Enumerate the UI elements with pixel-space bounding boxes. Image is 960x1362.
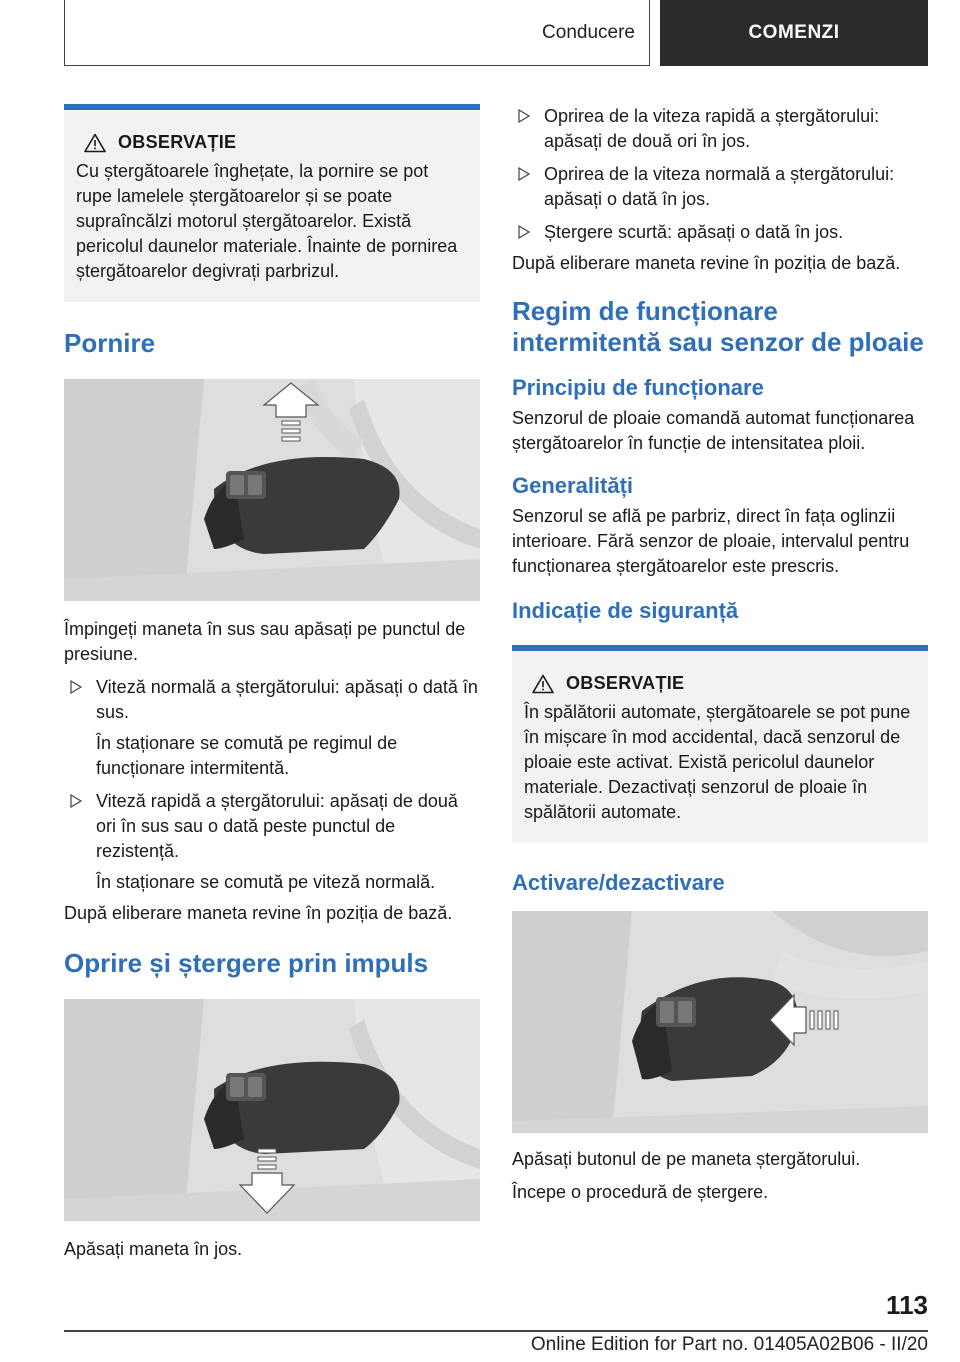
- lever-button-illustration: [512, 911, 928, 1133]
- bullet-item: [512, 104, 928, 154]
- illustration-lever-push-down: [64, 999, 480, 1221]
- warning-text: Cu ștergătoarele înghețate, la pornire se pot rupe lamelele ștergătoarelor și se poate supraîncălzi motorul ștergătoarelor. Există pericolul daunelor materiale. Înainte de pornirea ștergătoarelor degivrați parbrizul.: [76, 161, 458, 281]
- caption-wipe-start: Începe o procedură de ștergere.: [512, 1182, 769, 1202]
- paragraph-after-release: După eliberare maneta revine în poziția de bază.: [64, 903, 453, 923]
- warning-text: În spălătorii automate, ștergătoarele se pot pune în mișcare în mod accidental, dacă senzorul de ploaie este activat. Există pericolul daunelor materiale. Dezactivați senzorul de ploaie în spălătorii automate.: [524, 702, 911, 822]
- bullet-text: Oprirea de la viteza normală a ștergătorului: apăsați o dată în jos.: [544, 164, 895, 209]
- lever-up-illustration: [64, 379, 480, 601]
- footer-divider: [64, 1330, 928, 1332]
- bullet-subtext: În staționare se comută pe viteză normală.: [96, 872, 436, 892]
- heading-pornire: Pornire: [64, 328, 156, 358]
- bullet-item: [64, 789, 480, 895]
- caption-push-down: Apăsați maneta în jos.: [64, 1239, 243, 1259]
- page-number: 113: [886, 1290, 928, 1320]
- triangle-right-icon: [70, 794, 82, 808]
- heading-principiu: Principiu de funcționare: [512, 375, 764, 400]
- warning-title: OBSERVAȚIE: [566, 673, 685, 693]
- bullet-text: Oprirea de la viteza rapidă a ștergătorului: apăsați de două ori în jos.: [544, 106, 880, 151]
- heading-siguranta: Indicație de siguranță: [512, 598, 739, 623]
- bullet-subtext: În staționare se comută pe regimul de funcționare intermitentă.: [96, 733, 398, 778]
- page-header: [64, 0, 928, 66]
- illustration-lever-push-up: [64, 379, 480, 601]
- heading-regim: Regim de funcționare intermitentă sau senzor de ploaie: [512, 296, 924, 357]
- lever-down-illustration: [64, 999, 480, 1221]
- bullet-list-speeds: [64, 675, 480, 895]
- triangle-right-icon: [518, 225, 530, 239]
- paragraph-after-release-right: După eliberare maneta revine în poziția de bază.: [512, 253, 901, 273]
- triangle-right-icon: [518, 167, 530, 181]
- footer-edition: Online Edition for Part no. 01405A02B06 - II/20: [530, 1334, 928, 1355]
- bullet-item: [64, 675, 480, 781]
- warning-triangle-icon: [84, 133, 106, 153]
- bullet-text: Viteză normală a ștergătorului: apăsați o dată în sus.: [96, 677, 478, 722]
- heading-generalitati: Generalități: [512, 473, 634, 498]
- warning-header: [76, 132, 468, 153]
- bullet-list-stop: [512, 104, 928, 245]
- warning-triangle-icon: [532, 674, 554, 694]
- warning-header: [524, 673, 916, 694]
- bullet-text: Viteză rapidă a ștergătorului: apăsați de două ori în sus sau o dată peste punctul de rezistență.: [96, 791, 458, 861]
- warning-box-ice: [64, 104, 480, 302]
- heading-oprire: Oprire și ștergere prin impuls: [64, 948, 429, 978]
- paragraph-principiu: Senzorul de ploaie comandă automat funcționarea ștergătoarelor în funcție de intensitatea ploii.: [512, 408, 915, 453]
- bullet-item: [512, 220, 928, 245]
- triangle-right-icon: [70, 680, 82, 694]
- paragraph-generalitati: Senzorul se află pe parbriz, direct în fața oglinzii interioare. Fără senzor de ploaie, intervalul pentru funcționarea ștergătoarelor este prescris.: [512, 506, 910, 576]
- caption-push-up: Împingeți maneta în sus sau apăsați pe punctul de presiune.: [64, 619, 466, 664]
- triangle-right-icon: [518, 109, 530, 123]
- bullet-text: Ștergere scurtă: apăsați o dată în jos.: [544, 222, 844, 242]
- illustration-lever-button: [512, 911, 928, 1133]
- warning-title: OBSERVAȚIE: [118, 132, 237, 152]
- heading-activare: Activare/dezactivare: [512, 870, 725, 895]
- left-column: [64, 104, 480, 1262]
- warning-box-carwash: [512, 645, 928, 843]
- bullet-item: [512, 162, 928, 212]
- caption-press-button: Apăsați butonul de pe maneta ștergătorului.: [512, 1149, 861, 1169]
- header-chapter-tab: COMENZI: [660, 0, 928, 66]
- header-section-title: Conducere: [64, 0, 650, 66]
- right-column: [512, 104, 928, 1205]
